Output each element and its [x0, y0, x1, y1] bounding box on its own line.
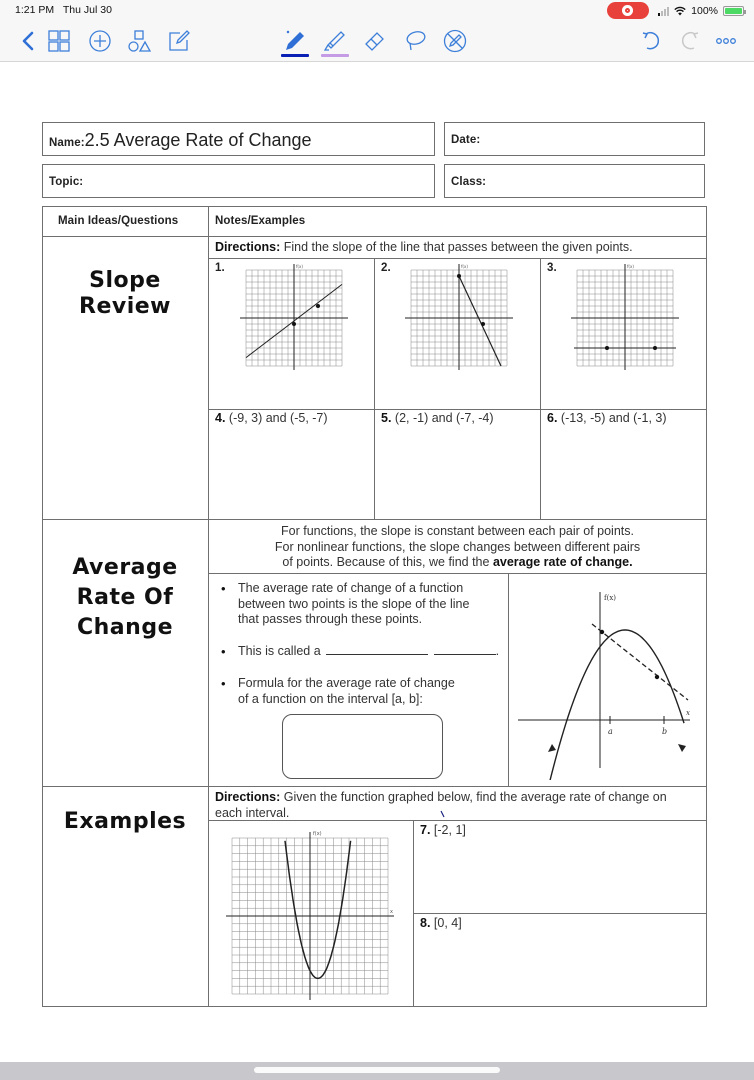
- slope-title-line2: Review: [79, 294, 171, 319]
- highlighter-icon: [323, 29, 347, 53]
- bullet-definition: [238, 581, 469, 628]
- axis-label: f(x): [627, 264, 634, 269]
- intro-highlight-term: average rate of change.: [492, 555, 633, 569]
- problem-1-number: 1.: [215, 262, 225, 274]
- intro-line3: of points. Because of this, we find the: [282, 555, 493, 569]
- edit-document-icon: [167, 29, 191, 53]
- problem-3-number: 3.: [547, 262, 557, 274]
- data-point: [600, 630, 604, 634]
- date-field[interactable]: [444, 122, 705, 156]
- column-divider: [208, 206, 209, 1007]
- problem-4-text: (-9, 3) and (-5, -7): [225, 411, 328, 425]
- data-point: [316, 304, 320, 308]
- arc-title-line1: Average: [72, 555, 178, 580]
- back-button[interactable]: [16, 28, 42, 54]
- section-title-average-rate-of-change: [42, 553, 208, 643]
- bullet-formula: [238, 676, 455, 707]
- bullet1-line1: • The average rate of change of a function: [238, 581, 464, 595]
- back-chevron-icon: [17, 29, 41, 53]
- topic-label: Topic:: [49, 176, 84, 188]
- data-point: [457, 274, 461, 278]
- examples-directions: [215, 790, 695, 821]
- bullet3-line2: of a function on the interval [a, b]:: [238, 691, 423, 706]
- more-button[interactable]: [713, 28, 739, 54]
- app-toolbar: [0, 0, 754, 62]
- screen-recording-indicator[interactable]: [607, 2, 649, 19]
- problem-2-number: 2.: [381, 262, 391, 274]
- data-point: [653, 346, 657, 350]
- status-date: Thu Jul 30: [62, 4, 112, 16]
- problem-8: [420, 916, 462, 932]
- section-title-slope-review: [42, 268, 208, 320]
- examples-directions-label: Directions:: [215, 790, 281, 804]
- intro-line1: For functions, the slope is constant between each pair of points.: [281, 524, 634, 538]
- label-b: b: [662, 727, 668, 736]
- pen-crossed-circle-icon: [443, 29, 467, 53]
- examples-function-graph: [220, 826, 400, 1006]
- problem-6-number: 6.: [547, 411, 558, 425]
- redo-icon: [678, 29, 702, 53]
- add-page-button[interactable]: [87, 28, 113, 54]
- more-icon: [714, 29, 738, 53]
- pen-tool-button[interactable]: [282, 28, 308, 54]
- lasso-tool-button[interactable]: [402, 28, 428, 54]
- data-point: [605, 346, 609, 350]
- eraser-icon: [363, 29, 387, 53]
- column-header-notes: Notes/Examples: [215, 215, 306, 227]
- column-header-main-ideas: Main Ideas/Questions: [58, 215, 179, 227]
- home-bar-area: [0, 1062, 754, 1080]
- class-label: Class:: [451, 176, 487, 188]
- redo-button[interactable]: [677, 28, 703, 54]
- bullet3-line1: • Formula for the average rate of change: [238, 676, 455, 690]
- problem-3-graph: [571, 262, 683, 370]
- divider: [42, 786, 707, 787]
- highlighter-tool-button[interactable]: [322, 28, 348, 54]
- thumbnails-grid-icon: [47, 29, 71, 53]
- problem-7-interval: [-2, 1]: [430, 823, 466, 837]
- cellular-signal-icon: [658, 6, 669, 16]
- section-title-examples: Examples: [63, 809, 187, 834]
- divider: [208, 820, 707, 821]
- divider: [42, 519, 707, 520]
- highlighter-color-swatch[interactable]: [321, 54, 349, 57]
- class-field[interactable]: [444, 164, 705, 198]
- bullet1-line2: between two points is the slope of the line: [238, 596, 470, 611]
- axis-label: f(x): [296, 264, 303, 269]
- formula-answer-box[interactable]: [282, 714, 443, 779]
- problem-2-graph: [405, 262, 517, 370]
- problem-5: [381, 411, 494, 427]
- divider: [208, 409, 707, 410]
- divider: [508, 573, 509, 786]
- divider: [413, 913, 707, 914]
- problem-5-text: (2, -1) and (-7, -4): [391, 411, 494, 425]
- status-indicators: [607, 2, 744, 19]
- problem-7: [420, 823, 466, 839]
- slope-directions: [215, 240, 633, 256]
- status-clock: 1:21 PM: [15, 4, 55, 16]
- problem-5-number: 5.: [381, 411, 392, 425]
- arc-title-line2: Rate Of: [76, 585, 174, 610]
- wifi-icon: [674, 6, 686, 16]
- edit-document-button[interactable]: [166, 28, 192, 54]
- shapes-button[interactable]: [126, 28, 152, 54]
- secant-line-diagram: [512, 580, 702, 780]
- lasso-icon: [403, 29, 427, 53]
- ink-stroke: [440, 810, 446, 819]
- pen-icon: [283, 29, 307, 53]
- x-axis-label: x: [686, 709, 690, 717]
- divider: [374, 258, 375, 519]
- worksheet-title: 2.5 Average Rate of Change: [84, 130, 312, 150]
- shapes-icon: [127, 29, 151, 53]
- function-curve: [550, 630, 684, 780]
- arrowhead: [548, 744, 556, 752]
- y-axis-label: f(x): [313, 831, 322, 837]
- add-page-icon: [88, 29, 112, 53]
- x-axis-label: x: [390, 909, 393, 915]
- slope-title-line1: Slope: [89, 268, 161, 293]
- problem-4: [215, 411, 328, 427]
- problem-1-graph: [240, 262, 352, 370]
- arc-title-line3: Change: [77, 615, 173, 640]
- disable-pen-button[interactable]: [442, 28, 468, 54]
- bullet2-text: This is called a: [238, 644, 321, 658]
- axis-label: f(x): [461, 264, 468, 269]
- pen-color-swatch[interactable]: [281, 54, 309, 57]
- thumbnails-button[interactable]: [46, 28, 72, 54]
- data-point: [481, 322, 485, 326]
- data-point: [655, 675, 659, 679]
- header-divider: [42, 236, 707, 237]
- fill-in-blank-1[interactable]: [326, 654, 428, 655]
- divider: [208, 573, 707, 574]
- battery-icon: [723, 6, 744, 16]
- examples-directions-text: Given the function graphed below, find the average rate of change on each interval.: [215, 790, 667, 820]
- directions-text: Find the slope of the line that passes between the given points.: [280, 240, 633, 254]
- graph-line: [459, 276, 501, 366]
- problem-6: [547, 411, 667, 427]
- bullet-called-a: • This is called a .: [238, 644, 499, 660]
- divider: [208, 258, 707, 259]
- arc-intro: [208, 524, 707, 571]
- home-indicator[interactable]: [254, 1067, 500, 1073]
- undo-icon: [639, 29, 663, 53]
- fill-in-blank-2[interactable]: [434, 654, 496, 655]
- intro-line2: For nonlinear functions, the slope changes between different pairs: [274, 539, 641, 554]
- name-label: Name:: [49, 137, 85, 149]
- battery-percent: 100%: [691, 4, 718, 17]
- status-time: [15, 4, 112, 16]
- undo-button[interactable]: [638, 28, 664, 54]
- name-field[interactable]: [42, 122, 435, 156]
- problem-4-number: 4.: [215, 411, 226, 425]
- problem-6-text: (-13, -5) and (-1, 3): [557, 411, 667, 425]
- divider: [540, 258, 541, 519]
- problem-8-interval: [0, 4]: [430, 916, 462, 930]
- problem-8-number: 8.: [420, 916, 431, 930]
- label-a: a: [608, 727, 613, 736]
- eraser-tool-button[interactable]: [362, 28, 388, 54]
- problem-7-number: 7.: [420, 823, 431, 837]
- directions-label: Directions:: [215, 240, 281, 254]
- date-label: Date:: [451, 134, 481, 146]
- topic-field[interactable]: [42, 164, 435, 198]
- y-axis-label: f(x): [604, 594, 617, 602]
- arrowhead: [678, 744, 686, 752]
- data-point: [292, 322, 296, 326]
- bullet1-line3: that passes through these points.: [238, 612, 423, 626]
